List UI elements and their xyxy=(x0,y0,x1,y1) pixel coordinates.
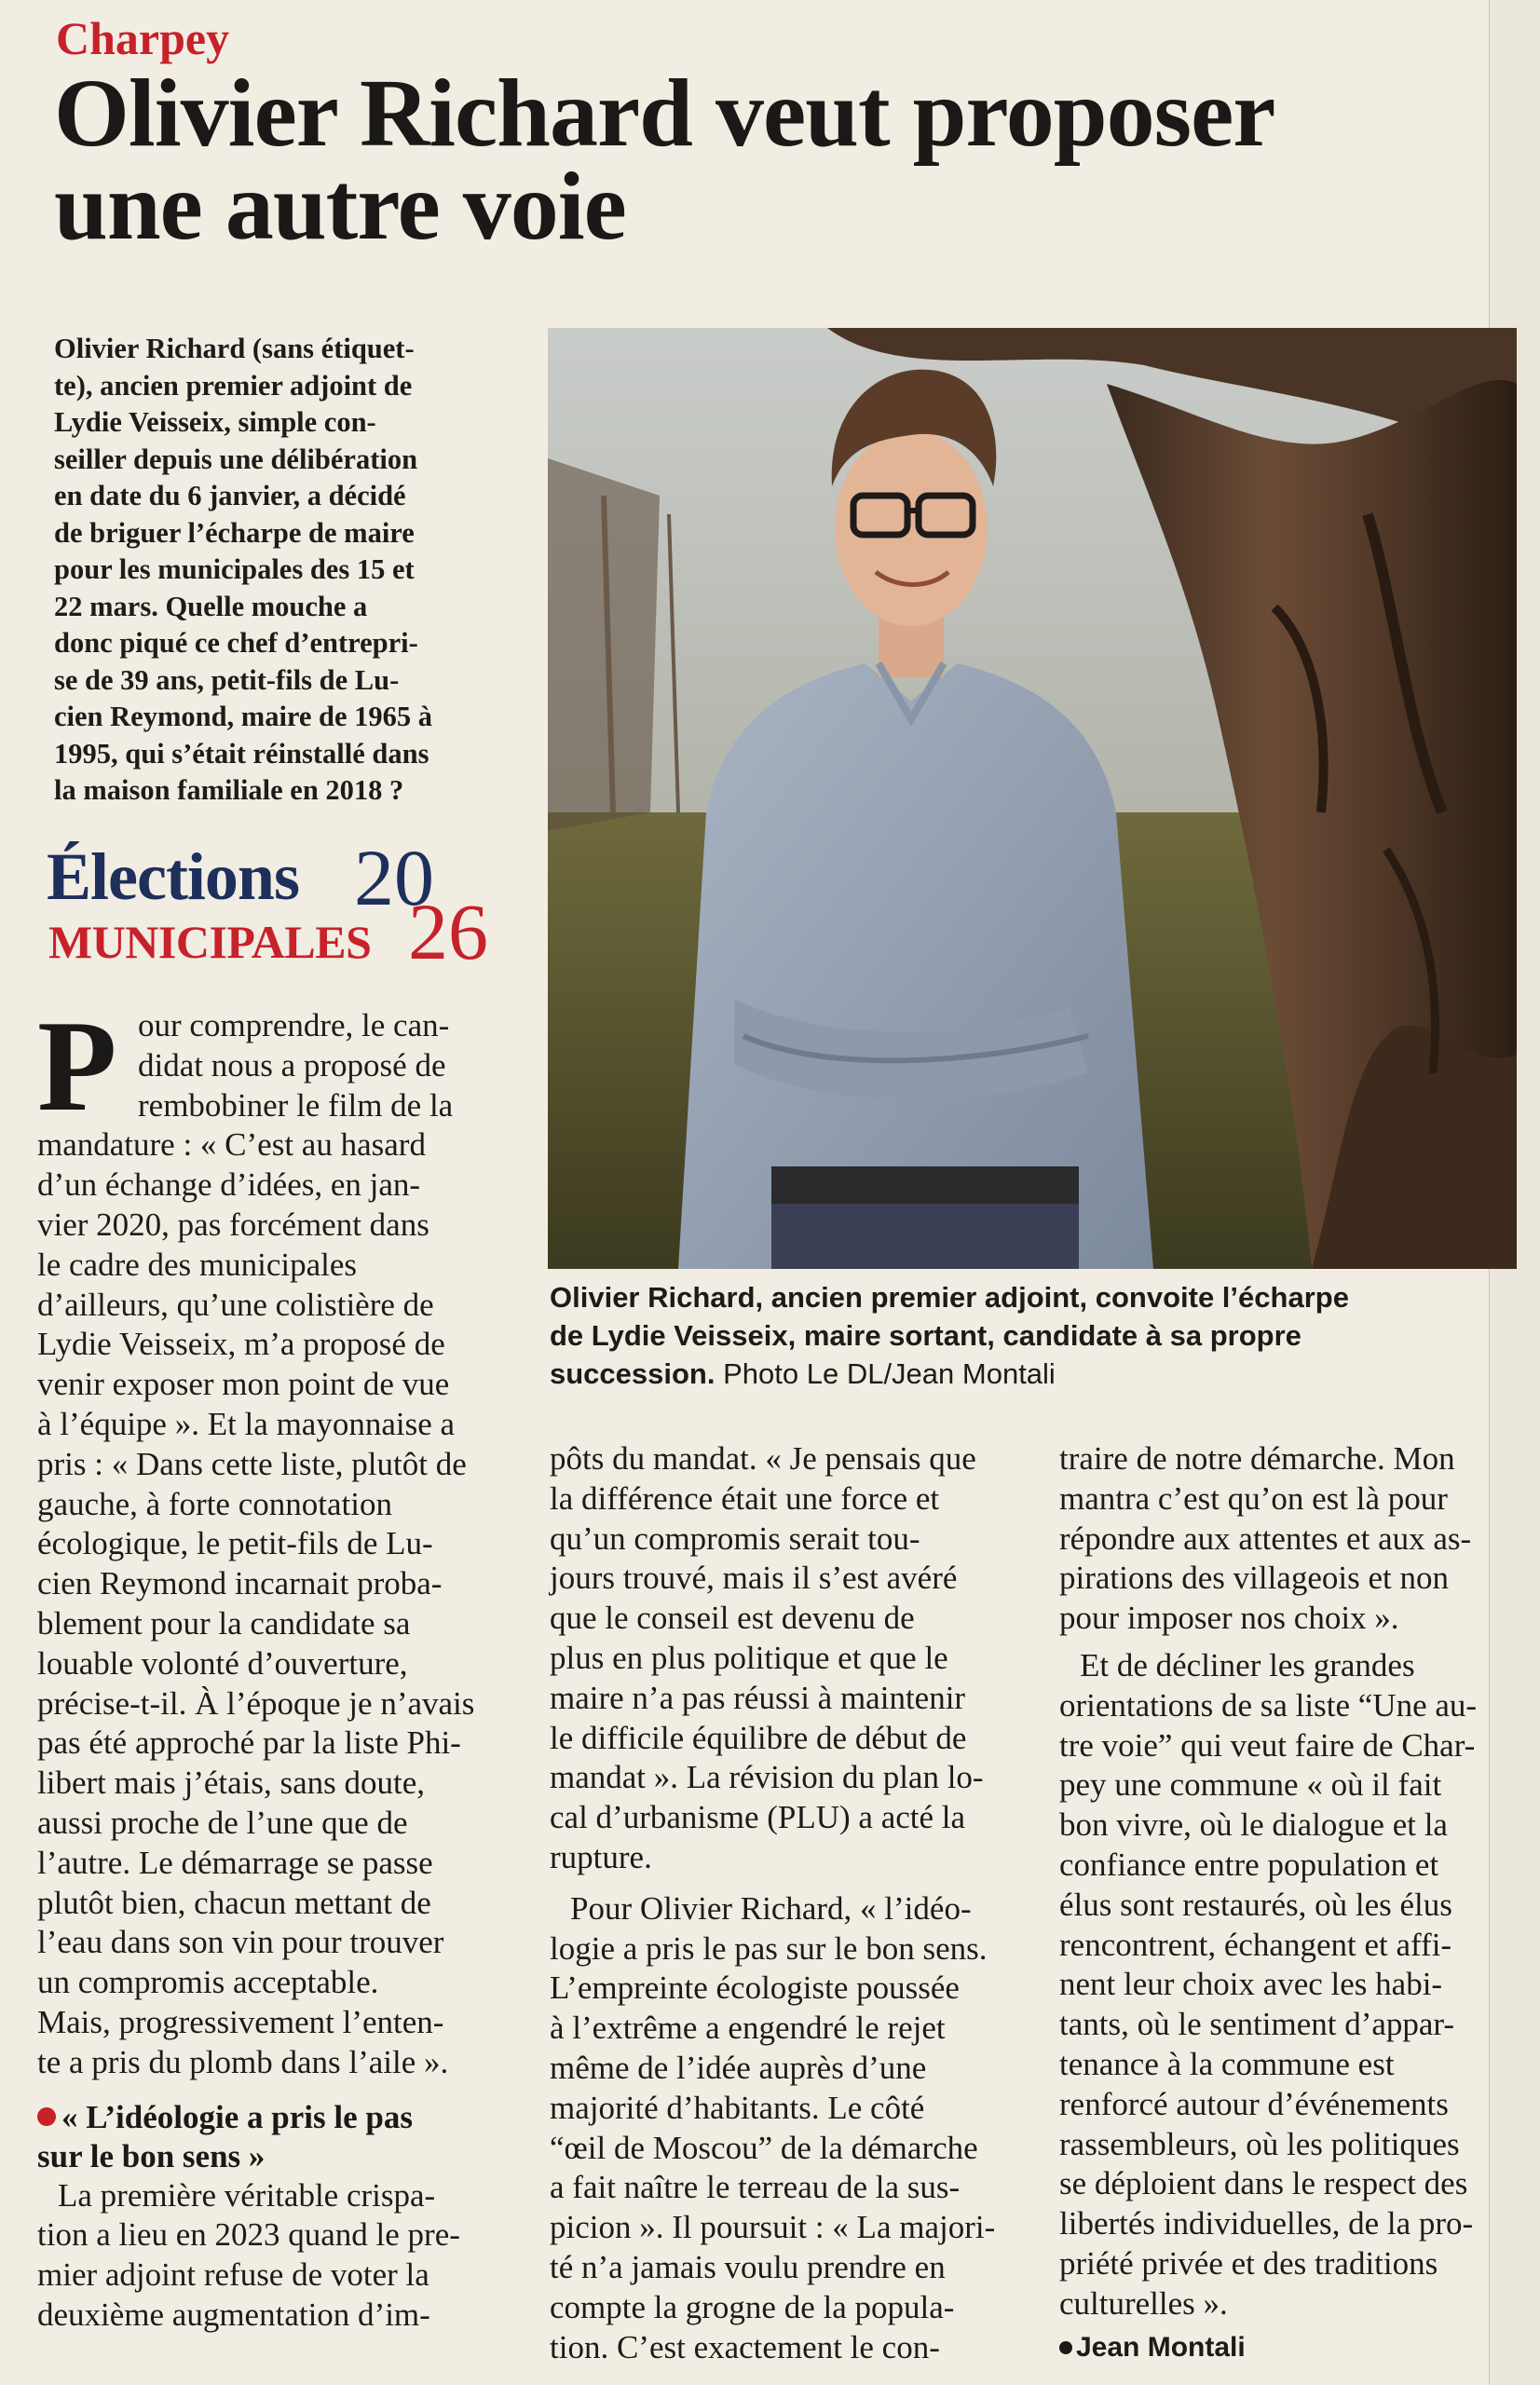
photo-caption xyxy=(550,1278,1519,1393)
caption-line: Olivier Richard, ancien premier adjoint, convoite l’écharpe xyxy=(550,1281,1349,1314)
text-line: pour imposer nos choix ». xyxy=(1059,1600,1399,1637)
text-line: plutôt bien, chacun mettant de xyxy=(37,1884,431,1921)
text-line: tants, où le sentiment d’appar- xyxy=(1059,2006,1455,2043)
subhead xyxy=(37,2098,511,2176)
headline-line: une autre voie xyxy=(54,153,626,260)
text-line: culturelles ». xyxy=(1059,2284,1228,2322)
text-line: libertés individuelles, de la pro- xyxy=(1059,2205,1474,2242)
section-tag: Charpey xyxy=(56,12,230,64)
text-line: le cadre des municipales xyxy=(37,1246,358,1283)
text-line: d’ailleurs, qu’une colistière de xyxy=(37,1286,434,1323)
caption-text: succession. xyxy=(550,1357,715,1390)
elections-year-top: 20 xyxy=(354,833,434,922)
text-line: cien Reymond incarnait proba- xyxy=(37,1565,443,1602)
lead-line: 1995, qui s’était réinstallé dans xyxy=(54,737,429,770)
text-line: répondre aux attentes et aux as- xyxy=(1059,1520,1472,1557)
subhead-line: sur le bon sens » xyxy=(37,2137,266,2174)
text-line: la différence était une force et xyxy=(550,1479,940,1517)
text-line: d’un échange d’idées, en jan- xyxy=(37,1166,421,1204)
text-line: le difficile équilibre de début de xyxy=(550,1719,967,1756)
bullet-icon xyxy=(37,2107,56,2126)
text-line: plus en plus politique et que le xyxy=(550,1639,948,1676)
text-line: our comprendre, le can- xyxy=(138,1007,450,1043)
text-line: gauche, à forte connotation xyxy=(37,1485,392,1522)
text-line: rencontrent, échangent et affi- xyxy=(1059,1926,1452,1963)
text-line: tenance à la commune est xyxy=(1059,2045,1395,2082)
text-line: maire n’a pas réussi à maintenir xyxy=(550,1679,966,1716)
text-line: jours trouvé, mais il s’est avéré xyxy=(550,1560,958,1597)
article-photo xyxy=(548,328,1517,1269)
lead-line: seiller depuis une délibération xyxy=(54,443,418,475)
article-column-1 xyxy=(37,994,511,2336)
lead-line: se de 39 ans, petit-fils de Lu- xyxy=(54,663,400,696)
lead-line: en date du 6 janvier, a décidé xyxy=(54,480,406,511)
text-line: pirations des villageois et non xyxy=(1059,1560,1449,1597)
text-line: venir exposer mon point de vue xyxy=(37,1366,450,1403)
text-line: même de l’idée auprès d’une xyxy=(550,2049,927,2086)
elections-sub: MUNICIPALES xyxy=(48,916,372,968)
text-line: té n’a jamais voulu prendre en xyxy=(550,2248,946,2285)
text-line: élus sont restaurés, où les élus xyxy=(1059,1886,1452,1923)
text-line: te a pris du plomb dans l’aile ». xyxy=(37,2043,449,2080)
text-line: picion ». Il poursuit : « La majori- xyxy=(550,2209,996,2246)
text-line: tre voie” qui veut faire de Char- xyxy=(1059,1726,1476,1764)
text-line: a fait naître le terreau de la sus- xyxy=(550,2169,961,2206)
text-line: deuxième augmentation d’im- xyxy=(37,2296,430,2333)
text-line: aussi proche de l’une que de xyxy=(37,1804,408,1841)
text-line: pey une commune « où il fait xyxy=(1059,1766,1442,1804)
headline xyxy=(54,60,1396,260)
text-line: orientations de sa liste “Une au- xyxy=(1059,1686,1478,1724)
author-name: Jean Montali xyxy=(1076,2331,1246,2363)
text-line: L’empreinte écologiste poussée xyxy=(550,1969,960,2007)
text-line: pris : « Dans cette liste, plutôt de xyxy=(37,1445,467,1482)
text-line: mandat ». La révision du plan lo- xyxy=(550,1759,984,1796)
text-line: bon vivre, où le dialogue et la xyxy=(1059,1806,1448,1844)
article-lead xyxy=(54,331,499,810)
elections-year-bottom: 26 xyxy=(408,887,488,976)
lead-line: cien Reymond, maire de 1965 à xyxy=(54,701,433,732)
text-line: La première véritable crispa- xyxy=(58,2176,436,2214)
drop-cap: P xyxy=(37,994,117,1138)
text-line: vier 2020, pas forcément dans xyxy=(37,1206,429,1243)
subhead-line xyxy=(37,2098,511,2137)
text-line: “œil de Moscou” de la démarche xyxy=(550,2129,978,2166)
text-line: compte la grogne de la popula- xyxy=(550,2288,955,2325)
lead-line: pour les municipales des 15 et xyxy=(54,553,415,585)
text-line: pôts du mandat. « Je pensais que xyxy=(550,1440,976,1477)
text-line: Pour Olivier Richard, « l’idéo- xyxy=(570,1889,972,1927)
text-line: l’autre. Le démarrage se passe xyxy=(37,1844,433,1881)
article-column-2 xyxy=(550,1439,1017,2367)
text-line: pas été approché par la liste Phi- xyxy=(37,1724,461,1762)
text-line: tion a lieu en 2023 quand le pre- xyxy=(37,2216,460,2254)
caption-line xyxy=(550,1355,1519,1393)
elections-logo xyxy=(47,833,512,976)
text-line: blement pour la candidate sa xyxy=(37,1604,411,1642)
text-line: à l’extrême a engendré le rejet xyxy=(550,2010,946,2047)
lead-line: de briguer l’écharpe de maire xyxy=(54,516,415,549)
text-line: priété privée et des traditions xyxy=(1059,2244,1438,2282)
text-line: tion. C’est exactement le con- xyxy=(550,2328,940,2365)
lead-line: te), ancien premier adjoint de xyxy=(54,369,413,402)
text-line: traire de notre démarche. Mon xyxy=(1059,1440,1455,1477)
subhead-text: « L’idéologie a pris le pas xyxy=(61,2098,413,2135)
text-line: confiance entre population et xyxy=(1059,1846,1439,1883)
author-signature xyxy=(1059,2332,1523,2364)
text-line: qu’un compromis serait tou- xyxy=(550,1520,920,1557)
text-line: Et de décliner les grandes xyxy=(1080,1646,1415,1683)
text-line: nent leur choix avec les habi- xyxy=(1059,1966,1443,2003)
lead-line: la maison familiale en 2018 ? xyxy=(54,774,404,806)
lead-line: donc piqué ce chef d’entrepri- xyxy=(54,627,418,659)
text-line: rembobiner le film de la xyxy=(138,1086,454,1124)
text-line: un compromis acceptable. xyxy=(37,1964,379,2001)
text-line: à l’équipe ». Et la mayonnaise a xyxy=(37,1405,456,1442)
text-line: que le conseil est devenu de xyxy=(550,1600,915,1637)
text-line: majorité d’habitants. Le côté xyxy=(550,2089,925,2126)
caption-line: de Lydie Veisseix, maire sortant, candidate à sa propre xyxy=(550,1319,1302,1352)
text-line: écologique, le petit-fils de Lu- xyxy=(37,1525,433,1562)
portrait-photo-illustration xyxy=(548,328,1517,1269)
text-line: louable volonté d’ouverture, xyxy=(37,1644,408,1682)
text-line: rassembleurs, où les politiques xyxy=(1059,2125,1460,2162)
text-line: rupture. xyxy=(550,1838,652,1875)
bullet-icon xyxy=(1059,2341,1072,2354)
lead-line: Lydie Veisseix, simple con- xyxy=(54,406,376,438)
text-line: Lydie Veisseix, m’a proposé de xyxy=(37,1326,445,1363)
lead-line: Olivier Richard (sans étiquet- xyxy=(54,333,415,364)
text-line: mantra c’est qu’on est là pour xyxy=(1059,1479,1448,1517)
text-line: mier adjoint refuse de voter la xyxy=(37,2256,429,2294)
text-line: précise-t-il. À l’époque je n’avais xyxy=(37,1684,475,1722)
photo-credit: Photo Le DL/Jean Montali xyxy=(715,1357,1056,1390)
text-line: se déploient dans le respect des xyxy=(1059,2165,1468,2202)
text-line: cal d’urbanisme (PLU) a acté la xyxy=(550,1799,966,1836)
text-line: l’eau dans son vin pour trouver xyxy=(37,1924,444,1961)
text-line: Mais, progressivement l’enten- xyxy=(37,2003,444,2040)
text-line: mandature : « C’est au hasard xyxy=(37,1126,426,1164)
text-line: logie a pris le pas sur le bon sens. xyxy=(550,1929,988,1967)
headline-line: Olivier Richard veut proposer xyxy=(54,60,1275,167)
text-line: didat nous a proposé de xyxy=(138,1046,446,1083)
text-line: libert mais j’étais, sans doute, xyxy=(37,1765,426,1802)
lead-line: 22 mars. Quelle mouche a xyxy=(54,590,368,622)
elections-word: Élections xyxy=(47,839,299,914)
text-line: renforcé autour d’événements xyxy=(1059,2085,1449,2122)
article-column-3 xyxy=(1059,1439,1523,2364)
